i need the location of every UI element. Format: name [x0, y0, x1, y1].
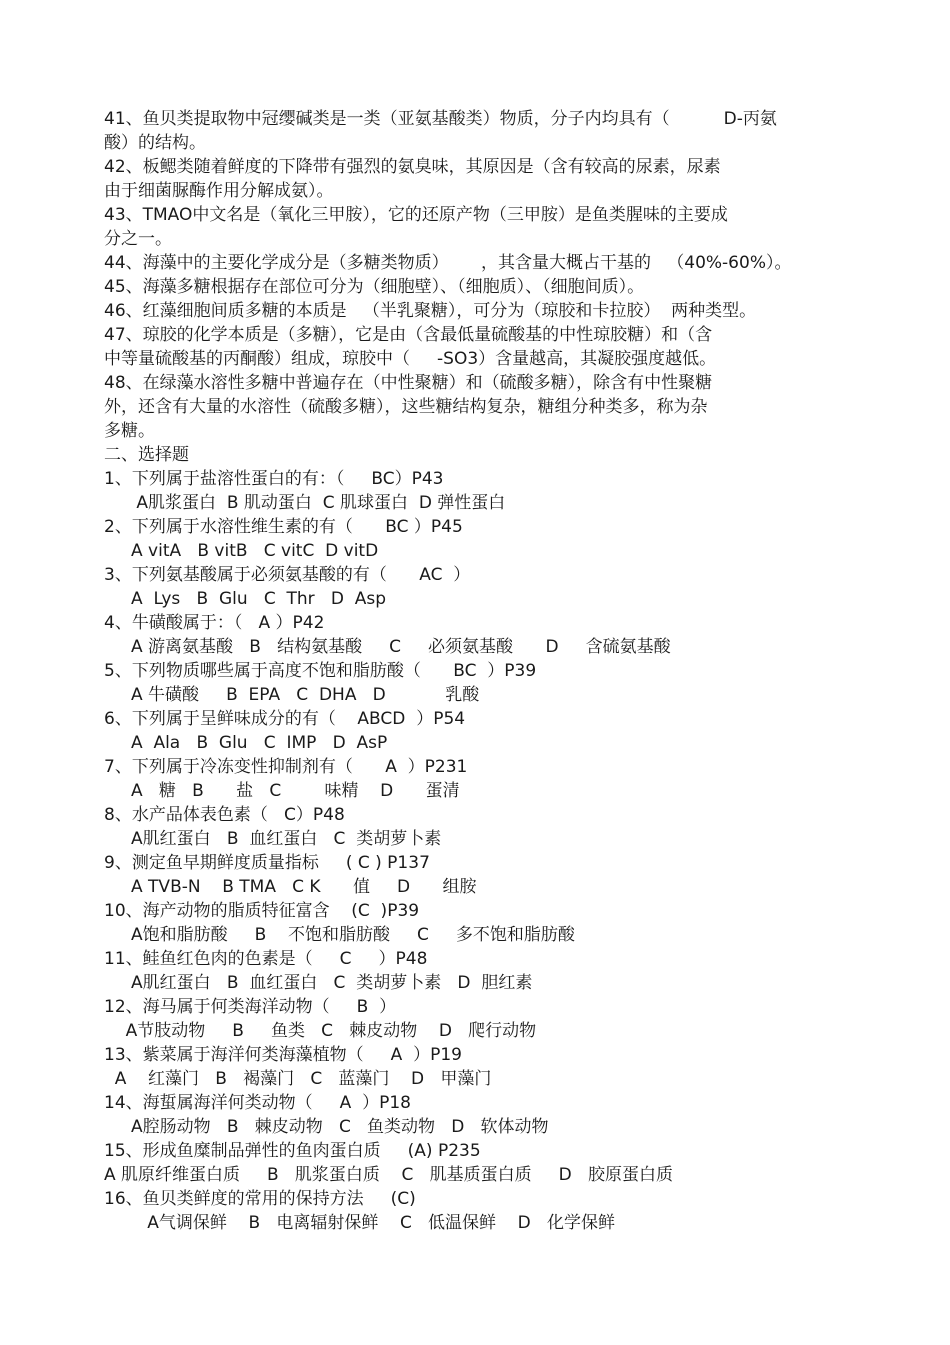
text-line: 多糖。 [104, 421, 155, 441]
text-line: A肌红蛋白 B 血红蛋白 C 类胡萝卜素 D 胆红素 [104, 973, 533, 993]
text-line: 13、紫菜属于海洋何类海藻植物（ A ）P19 [104, 1045, 462, 1065]
text-line: 由于细菌脲酶作用分解成氨）。 [104, 181, 334, 201]
text-line: 分之一。 [104, 229, 172, 249]
text-line: 46、红藻细胞间质多糖的本质是 （半乳聚糖），可分为（琼胶和卡拉胶） 两种类型。 [104, 301, 757, 321]
text-line: A Lys B Glu C Thr D Asp [104, 589, 387, 609]
text-line: 1、下列属于盐溶性蛋白的有：（ BC）P43 [104, 469, 444, 489]
text-line: 6、下列属于呈鲜味成分的有（ ABCD ）P54 [104, 709, 466, 729]
text-line: 16、鱼贝类鲜度的常用的保持方法 (C) [104, 1189, 416, 1209]
text-line: 45、海藻多糖根据存在部位可分为（细胞壁）、（细胞质）、（细胞间质）。 [104, 277, 645, 297]
text-line: A TVB-N B TMA C K 值 D 组胺 [104, 877, 477, 897]
text-line: A节肢动物 B 鱼类 C 棘皮动物 D 爬行动物 [104, 1021, 537, 1041]
text-line: A 肌原纤维蛋白质 B 肌浆蛋白质 C 肌基质蛋白质 D 胶原蛋白质 [104, 1165, 673, 1185]
text-line: 42、板鳃类随着鲜度的下降带有强烈的氨臭味，其原因是（含有较高的尿素，尿素 [104, 157, 721, 177]
text-line: A肌红蛋白 B 血红蛋白 C 类胡萝卜素 [104, 829, 442, 849]
text-line: 47、琼胶的化学本质是（多糖），它是由（含最低量硫酸基的中性琼胶糖）和（含 [104, 325, 713, 345]
text-line: A Ala B Glu C IMP D AsP [104, 733, 388, 753]
text-line: 7、下列属于冷冻变性抑制剂有（ A ）P231 [104, 757, 468, 777]
text-line: A气调保鲜 B 电离辐射保鲜 C 低温保鲜 D 化学保鲜 [104, 1213, 615, 1233]
text-line: A 红藻门 B 褐藻门 C 蓝藻门 D 甲藻门 [104, 1069, 492, 1089]
text-line: A饱和脂肪酸 B 不饱和脂肪酸 C 多不饱和脂肪酸 [104, 925, 575, 945]
text-line: 43、TMAO中文名是（氧化三甲胺），它的还原产物（三甲胺）是鱼类腥味的主要成 [104, 205, 728, 225]
text-line: A 游离氨基酸 B 结构氨基酸 C 必须氨基酸 D 含硫氨基酸 [104, 637, 671, 657]
text-line: 二、选择题 [104, 445, 189, 465]
text-line: 5、下列物质哪些属于高度不饱和脂肪酸（ BC ）P39 [104, 661, 537, 681]
text-line: 中等量硫酸基的丙酮酸）组成，琼胶中（ -SO3）含量越高，其凝胶强度越低。 [104, 349, 717, 369]
text-line: 4、牛磺酸属于：（ A ）P42 [104, 613, 325, 633]
text-line: 11、鲑鱼红色肉的色素是（ C ）P48 [104, 949, 428, 969]
text-line: 44、海藻中的主要化学成分是（多糖类物质） ，其含量大概占干基的 （40%-60%）。 [104, 253, 792, 273]
text-line: A肌浆蛋白 B 肌动蛋白 C 肌球蛋白 D 弹性蛋白 [104, 493, 506, 513]
text-line: 酸）的结构。 [104, 133, 206, 153]
text-line: 12、海马属于何类海洋动物（ B ） [104, 997, 397, 1017]
text-line: 外，还含有大量的水溶性（硫酸多糖），这些糖结构复杂，糖组分种类多，称为杂 [104, 397, 708, 417]
text-line: A腔肠动物 B 棘皮动物 C 鱼类动物 D 软体动物 [104, 1117, 549, 1137]
text-line: 41、鱼贝类提取物中冠缨碱类是一类（亚氨基酸类）物质，分子内均具有（ D-丙氨 [104, 109, 777, 129]
text-line: 3、下列氨基酸属于必须氨基酸的有（ AC ） [104, 565, 471, 585]
text-line: 48、在绿藻水溶性多糖中普遍存在（中性聚糖）和（硫酸多糖），除含有中性聚糖 [104, 373, 713, 393]
text-line: A 糖 B 盐 C 味精 D 蛋清 [104, 781, 460, 801]
text-line: 8、水产品体表色素（ C）P48 [104, 805, 345, 825]
text-line: 9、测定鱼早期鲜度质量指标 ( C ) P137 [104, 853, 430, 873]
text-line: A 牛磺酸 B EPA C DHA D 乳酸 [104, 685, 480, 705]
text-line: 10、海产动物的脂质特征富含 (C )P39 [104, 901, 420, 921]
text-line: 2、下列属于水溶性维生素的有（ BC ）P45 [104, 517, 463, 537]
text-line: A vitA B vitB C vitC D vitD [104, 541, 379, 561]
text-line: 15、形成鱼糜制品弹性的鱼肉蛋白质 (A) P235 [104, 1141, 481, 1161]
text-line: 14、海蜇属海洋何类动物（ A ）P18 [104, 1093, 411, 1113]
